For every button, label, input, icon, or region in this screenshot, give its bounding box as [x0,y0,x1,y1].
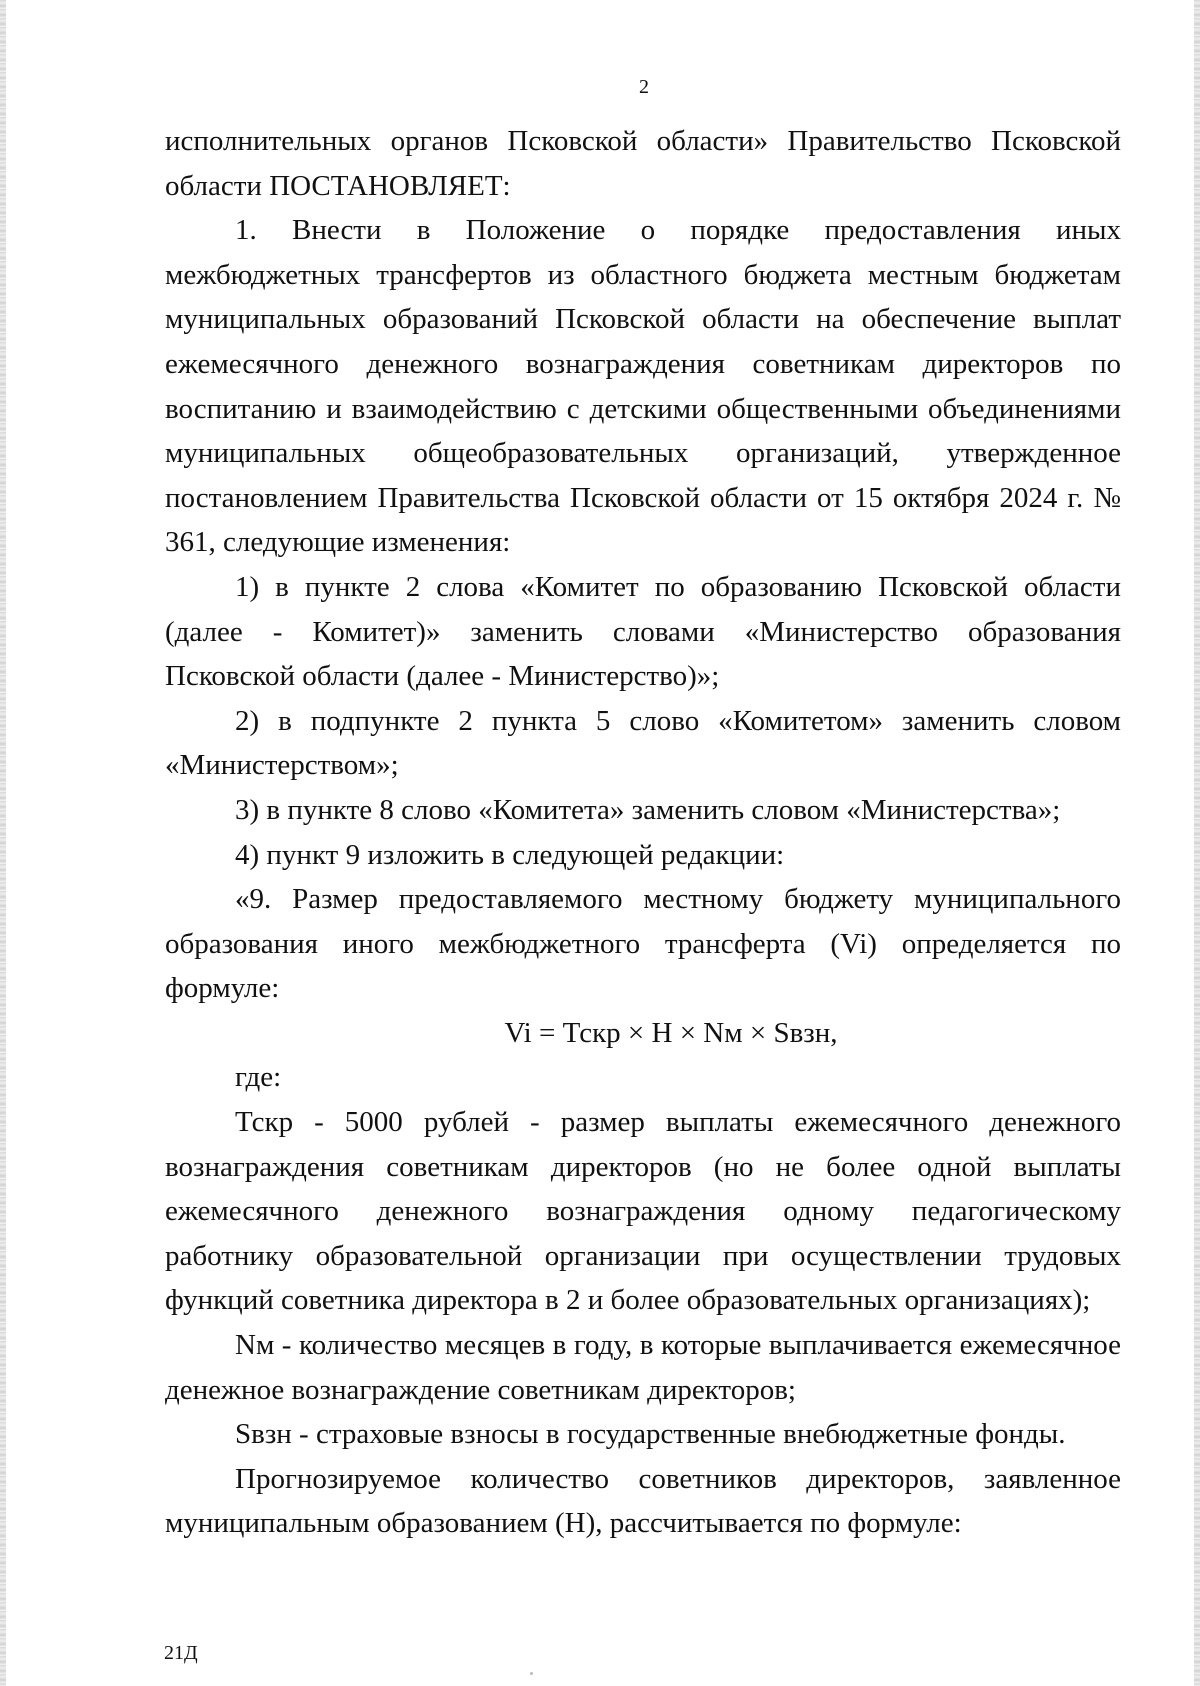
paragraph-subitem-1: 1) в пункте 2 слова «Комитет по образованию Псковской области (далее - Комитет)» заменить словами «Министерство образования Псковской области (далее - Министерство)»; [165,570,1121,693]
paragraph-point-9: «9. Размер предоставляемого местному бюджету муниципального образования иного межбюджетного трансферта (Vi) определяется по формуле: [165,883,1121,1005]
scan-speck [530,1672,533,1675]
page-number: 2 [639,76,649,98]
paragraph-intro: исполнительных органов Псковской области» Правительство Псковской области ПОСТАНОВЛЯЕТ: [165,125,1121,202]
definition-tskr: Тскр - 5000 рублей - размер выплаты ежемесячного денежного вознаграждения советникам директоров (но не более одной выплаты ежемесячного денежного вознаграждения одному педагогическому работнику образовательной организации при осуществлении трудовых функций советника директора в 2 и более образовательных организациях); [165,1106,1121,1317]
definition-nm: Nм - количество месяцев в году, в которые выплачивается ежемесячное денежное вознаграждение советникам директоров; [165,1329,1121,1406]
document-body [165,119,1121,1546]
paragraph-item-1: 1. Внести в Положение о порядке предоставления иных межбюджетных трансфертов из областного бюджета местным бюджетам муниципальных образований Псковской области на обеспечение выплат ежемесячного денежного вознаграждения советникам директоров по воспитанию и взаимодействию с детскими общественными объединениями муниципальных общеобразовательных организаций, утвержденное постановлением Правительства Псковской области от 15 октября 2024 г. № 361, следующие изменения: [165,214,1121,559]
scan-edge-right [1194,0,1200,1686]
footer-code: 21Д [164,1642,198,1664]
scan-edge-left [0,0,6,1686]
definition-svzn: Sвзн - страховые взносы в государственные внебюджетные фонды. [235,1418,1066,1451]
paragraph-subitem-4: 4) пункт 9 изложить в следующей редакции: [235,838,785,871]
paragraph-subitem-2: 2) в подпункте 2 пункта 5 слово «Комитетом» заменить словом «Министерством»; [165,704,1121,782]
formula: Vi = Тскр × Н × Nм × Sвзн, [504,1016,838,1049]
paragraph-forecast: Прогнозируемое количество советников директоров, заявленное муниципальным образованием (Н), рассчитывается по формуле: [165,1462,1121,1540]
paragraph-subitem-3: 3) в пункте 8 слово «Комитета» заменить словом «Министерства»; [235,793,1061,826]
paragraph-where: где: [235,1061,282,1094]
